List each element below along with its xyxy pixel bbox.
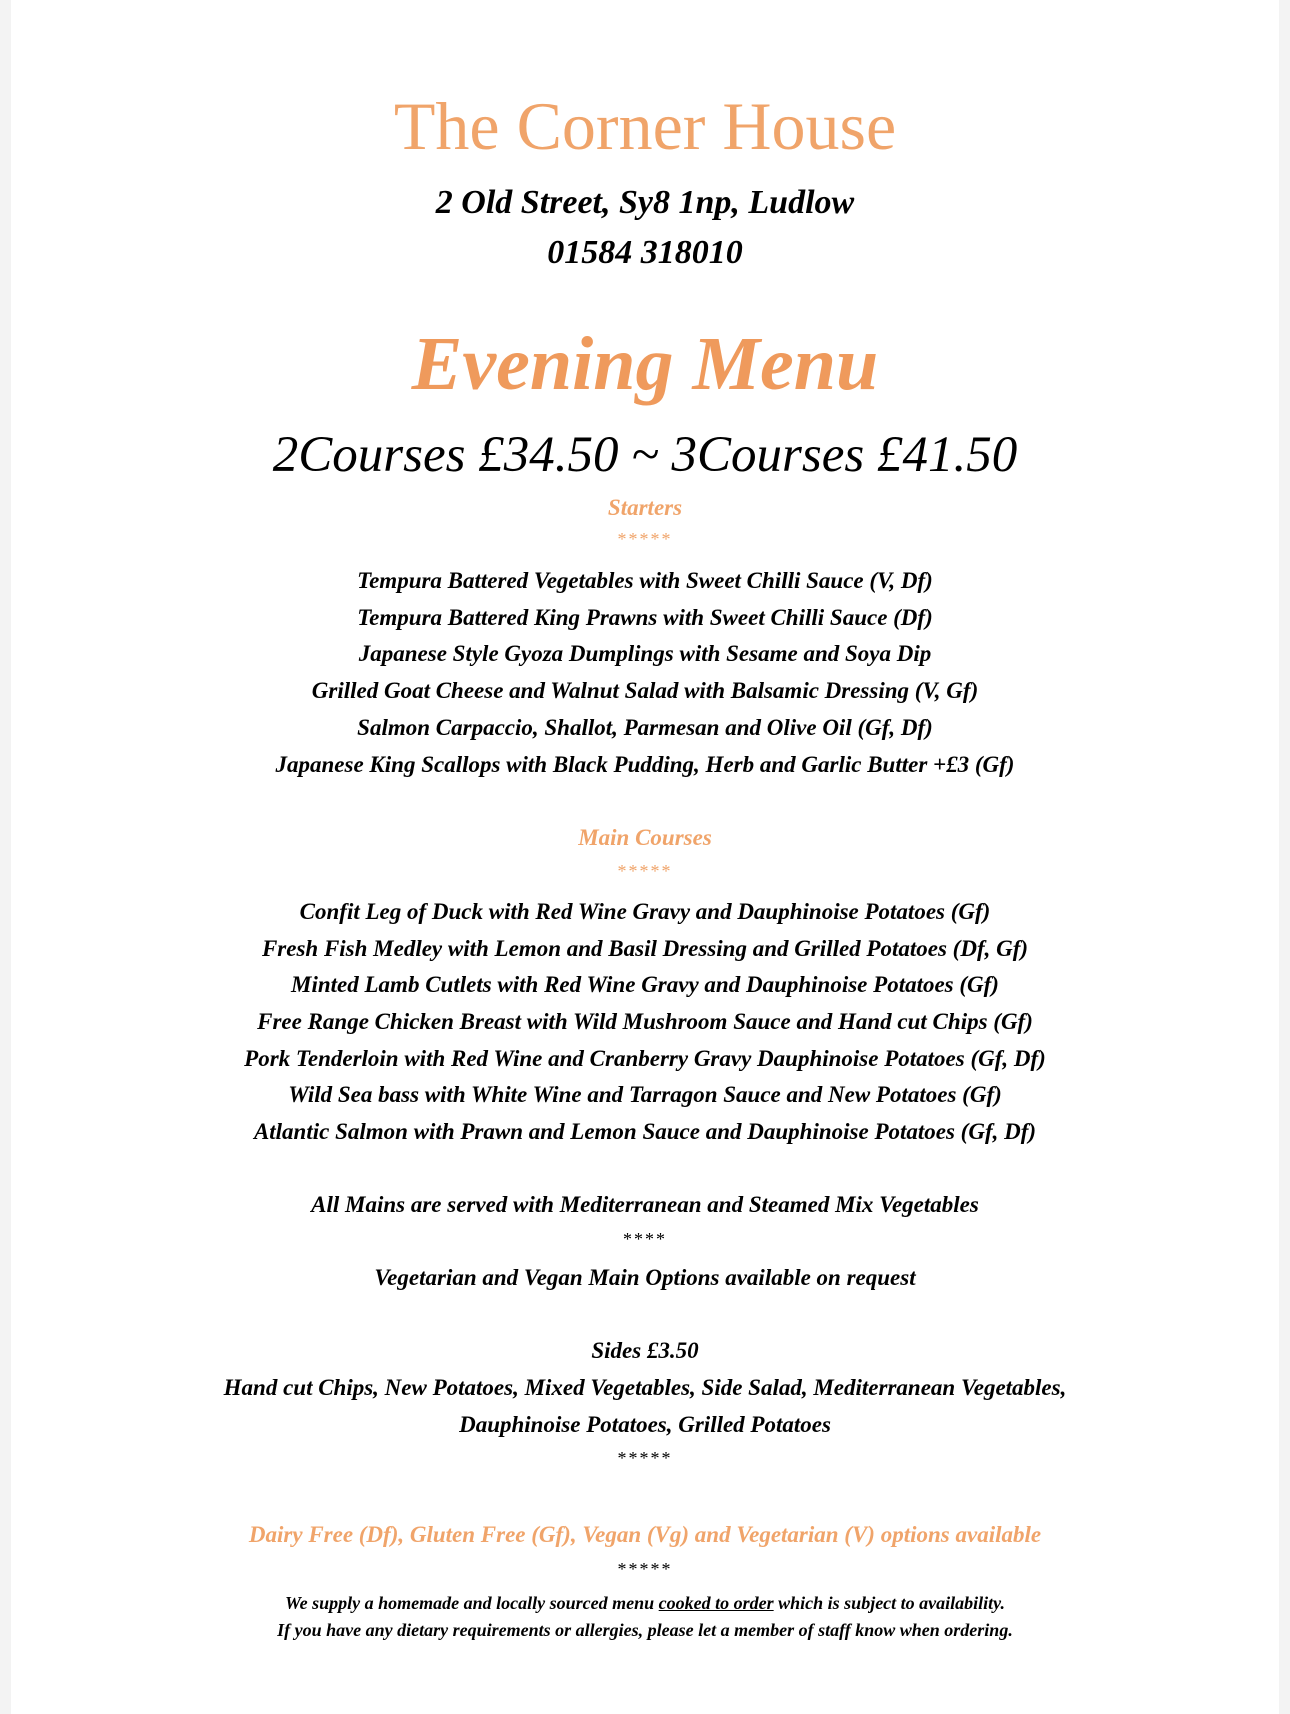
footer-line-2: If you have any dietary requirements or allergies, please let a member of staff know when ordering. bbox=[277, 1620, 1013, 1640]
restaurant-address: 2 Old Street, Sy8 1np, Ludlow bbox=[435, 184, 855, 221]
mains-stars-between: **** bbox=[623, 1229, 667, 1249]
footer-line-1-end: which is subject to availability. bbox=[773, 1593, 1005, 1613]
menu-pricing: 2Courses £34.50 ~ 3Courses £41.50 bbox=[272, 427, 1018, 483]
starter-item: Tempura Battered King Prawns with Sweet Chilli Sauce (Df) bbox=[357, 605, 933, 630]
starters-heading: Starters bbox=[607, 495, 683, 520]
restaurant-name: The Corner House bbox=[393, 88, 897, 164]
main-item: Wild Sea bass with White Wine and Tarragon Sauce and New Potatoes (Gf) bbox=[288, 1082, 1002, 1107]
starter-item: Japanese King Scallops with Black Pudding, Herb and Garlic Butter +£3 (Gf) bbox=[275, 752, 1015, 777]
restaurant-phone: 01584 318010 bbox=[547, 234, 743, 271]
main-item: Fresh Fish Medley with Lemon and Basil Dressing and Grilled Potatoes (Df, Gf) bbox=[261, 936, 1029, 961]
menu-page bbox=[11, 0, 1279, 1714]
cooked-to-order-text: cooked to order bbox=[658, 1593, 774, 1613]
mains-heading: Main Courses bbox=[578, 825, 712, 850]
vegetarian-note: Vegetarian and Vegan Main Options available on request bbox=[374, 1265, 916, 1290]
sides-line-2: Dauphinoise Potatoes, Grilled Potatoes bbox=[459, 1412, 831, 1437]
main-item: Minted Lamb Cutlets with Red Wine Gravy and Dauphinoise Potatoes (Gf) bbox=[291, 972, 999, 997]
main-item: Confit Leg of Duck with Red Wine Gravy and Dauphinoise Potatoes (Gf) bbox=[299, 899, 991, 924]
starter-item: Salmon Carpaccio, Shallot, Parmesan and Olive Oil (Gf, Df) bbox=[357, 715, 933, 740]
starter-item: Grilled Goat Cheese and Walnut Salad with Balsamic Dressing (V, Gf) bbox=[311, 678, 979, 703]
sides-line-1: Hand cut Chips, New Potatoes, Mixed Vegetables, Side Salad, Mediterranean Vegetables, bbox=[223, 1375, 1067, 1400]
starters-stars: ***** bbox=[617, 529, 673, 549]
dietary-stars: ***** bbox=[617, 1559, 673, 1579]
starter-item: Japanese Style Gyoza Dumplings with Sesame and Soya Dip bbox=[358, 641, 932, 666]
sides-heading: Sides £3.50 bbox=[591, 1338, 699, 1363]
sides-stars: ***** bbox=[617, 1448, 673, 1468]
mains-stars: ***** bbox=[617, 861, 673, 881]
footer-line-1-start: We supply a homemade and locally sourced menu bbox=[285, 1593, 659, 1613]
dietary-note: Dairy Free (Df), Gluten Free (Gf), Vegan (Vg) and Vegetarian (V) options available bbox=[248, 1522, 1042, 1547]
menu-title: Evening Menu bbox=[411, 322, 879, 406]
mains-served-note: All Mains are served with Mediterranean and Steamed Mix Vegetables bbox=[311, 1192, 979, 1217]
main-item: Free Range Chicken Breast with Wild Mushroom Sauce and Hand cut Chips (Gf) bbox=[257, 1009, 1033, 1034]
main-item: Atlantic Salmon with Prawn and Lemon Sauce and Dauphinoise Potatoes (Gf, Df) bbox=[253, 1119, 1037, 1144]
starter-item: Tempura Battered Vegetables with Sweet Chilli Sauce (V, Df) bbox=[357, 568, 933, 593]
footer-line-1 bbox=[11, 1590, 1279, 1616]
main-item: Pork Tenderloin with Red Wine and Cranberry Gravy Dauphinoise Potatoes (Gf, Df) bbox=[244, 1046, 1046, 1071]
